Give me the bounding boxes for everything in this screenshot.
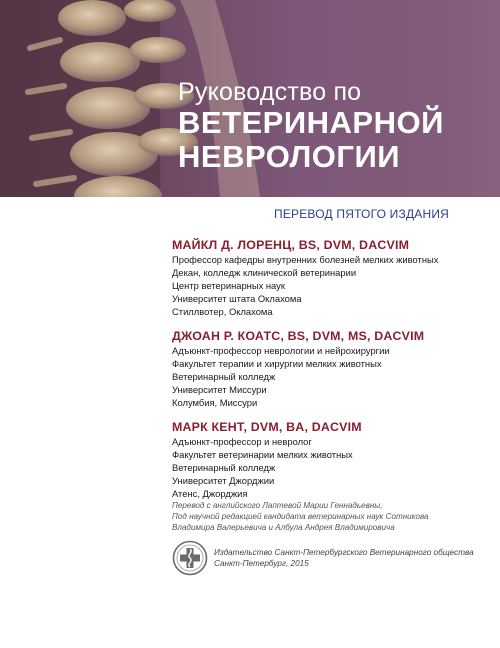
author-name: МАЙКЛ Д. ЛОРЕНЦ, BS, DVM, DACVIM [172,238,410,252]
book-title [178,78,444,174]
edition-label: ПЕРЕВОД ПЯТОГО ИЗДАНИЯ [274,207,450,221]
publisher-city-year: Санкт-Петербург, 2015 [214,559,309,568]
affiliation-line: Университет Миссури [172,384,267,395]
affiliation-line: Адъюнкт-профессор неврологии и нейрохирургии [172,345,390,356]
cover-banner [0,0,500,197]
authors-list [172,237,482,510]
author-name: ДЖОАН Р. КОАТС, BS, DVM, MS, DACVIM [172,329,425,343]
publisher-text [214,547,474,569]
affiliation-line: Факультет терапии и хирургии мелких животных [172,358,382,369]
affiliation-line: Стиллвотер, Оклахома [172,306,273,317]
affiliation-line: Университет Джорджии [172,475,275,486]
affiliation-line: Декан, колледж клинической ветеринарии [172,267,357,278]
affiliation-line: Колумбия, Миссури [172,397,258,408]
translator-credit [172,500,482,533]
title-line-1: Руководство по [178,78,362,106]
title-line-3: НЕВРОЛОГИИ [178,139,401,174]
affiliation-line: Атенс, Джорджия [172,488,248,499]
affiliation-line: Центр ветеринарных наук [172,280,285,291]
publisher-logo-icon [172,540,208,576]
translator-line: Перевод с английского Лаптевой Марии Геннадьевны, [172,501,383,510]
translator-line: Владимира Валерьевича и Албула Андрея Владимировича [172,523,395,532]
author-block [172,419,482,500]
affiliation-line: Ветеринарный колледж [172,371,276,382]
affiliation-line: Адъюнкт-профессор и невролог [172,436,312,447]
publisher-name: Издательство Санкт-Петербургского Ветеринарного общества [214,548,474,557]
publisher-block [172,540,492,580]
translator-line: Под научной редакцией кандидата ветеринарных наук Сотникова [172,512,429,521]
affiliation-line: Факультет ветеринарии мелких животных [172,449,353,460]
author-block [172,328,482,409]
affiliation-line: Университет штата Оклахома [172,293,302,304]
affiliation-line: Профессор кафедры внутренних болезней мелких животных [172,254,439,265]
author-name: МАРК КЕНТ, DVM, BA, DACVIM [172,420,362,434]
title-line-2: ВЕТЕРИНАРНОЙ [178,105,444,140]
author-block [172,237,482,318]
affiliation-line: Ветеринарный колледж [172,462,276,473]
